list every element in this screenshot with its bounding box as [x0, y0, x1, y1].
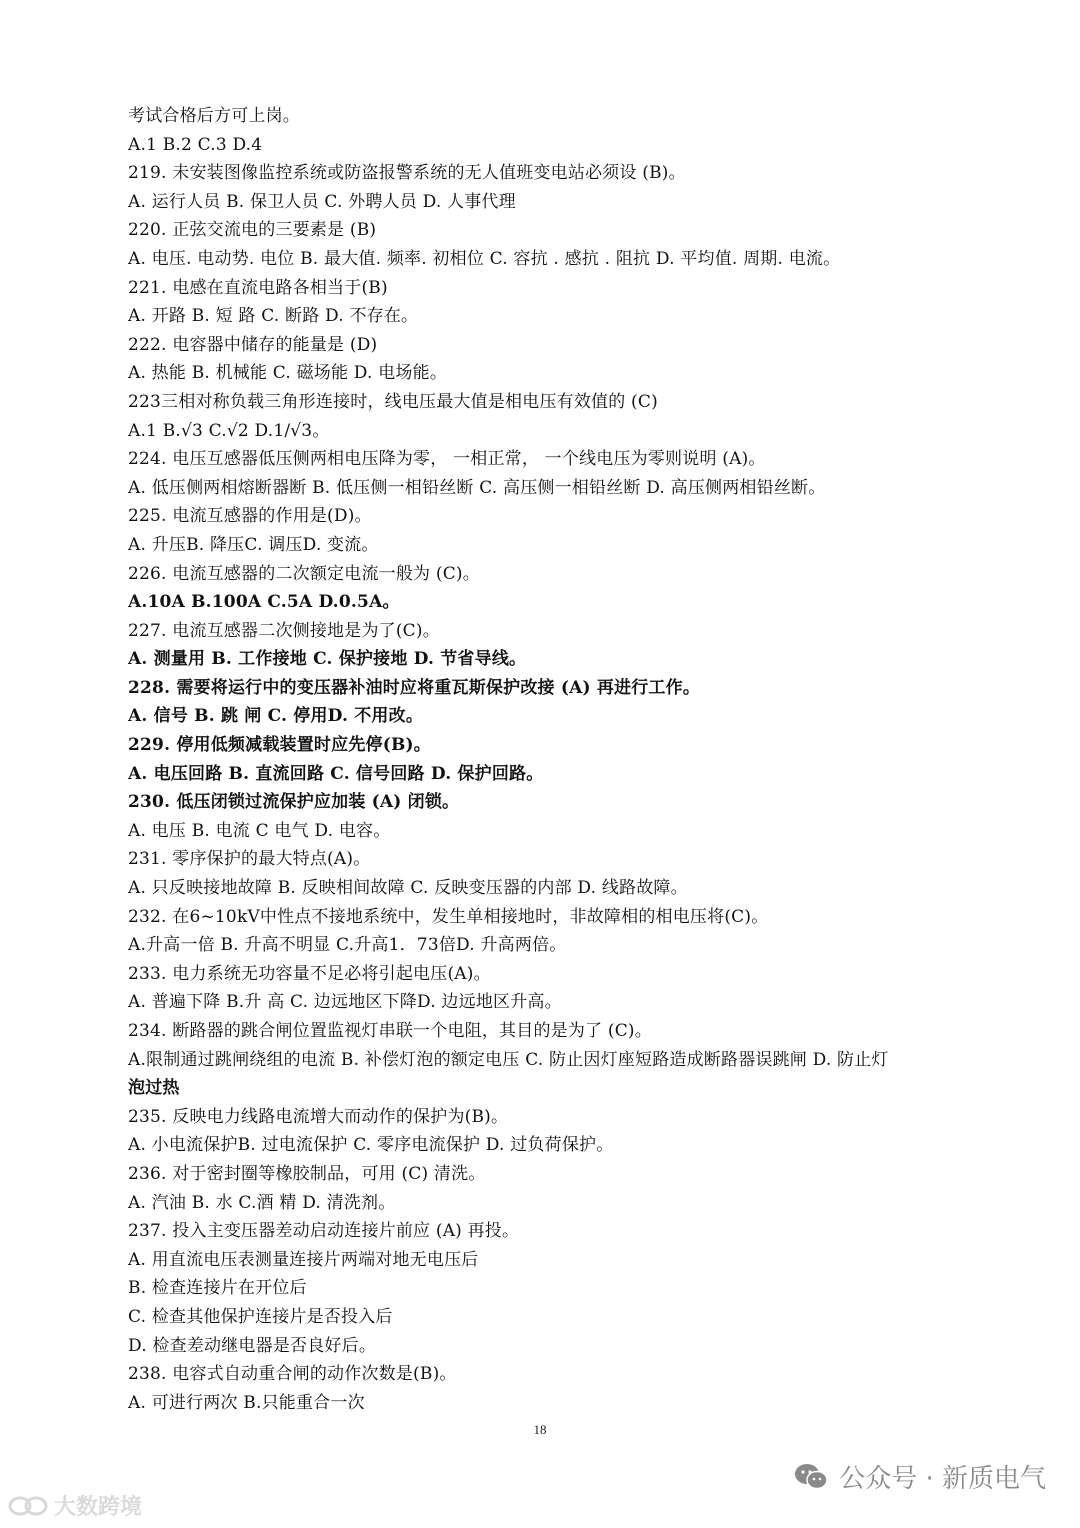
text-line: 234. 断路器的跳合闸位置监视灯串联一个电阻，其目的是为了 (C)。: [128, 1021, 652, 1041]
text-line: B. 检查连接片在开位后: [128, 1278, 307, 1299]
text-line: 231. 零序保护的最大特点(A)。: [128, 849, 371, 870]
watermark-right: [793, 1458, 1046, 1495]
text-line: A.1 B.2 C.3 D.4: [128, 134, 263, 155]
question-list: [128, 102, 1008, 1417]
text-line: C. 检查其他保护连接片是否投入后: [128, 1306, 393, 1327]
text-line: A.10A B.100A C.5A D.0.5A。: [128, 592, 400, 613]
text-line: A. 运行人员 B. 保卫人员 C. 外聘人员 D. 人事代理: [128, 191, 516, 212]
link-logo-icon: [6, 1492, 50, 1520]
text-line: A.限制通过跳闸绕组的电流 B. 补偿灯泡的额定电压 C. 防止因灯座短路造成断路器误跳闸 D. 防止灯: [128, 1049, 889, 1070]
text-line: 229. 停用低频减载装置时应先停(B)。: [128, 735, 431, 756]
wechat-icon: [793, 1461, 829, 1493]
text-line: A.1 B.√3 C.√2 D.1/√3。: [128, 420, 330, 441]
text-line: A. 只反映接地故障 B. 反映相间故障 C. 反映变压器的内部 D. 线路故障。: [128, 878, 688, 899]
text-line: 考试合格后方可上岗。: [128, 106, 300, 126]
watermark-right-text: 公众号 · 新质电气: [839, 1464, 1046, 1494]
text-line: 227. 电流互感器二次侧接地是为了(C)。: [128, 620, 440, 641]
watermark-left: [6, 1490, 142, 1521]
page-number: 18: [533, 1422, 547, 1437]
text-line: A. 电压. 电动势. 电位 B. 最大值. 频率. 初相位 C. 容抗 . 感抗 . 阻抗 D. 平均值. 周期. 电流。: [128, 248, 841, 269]
text-line: 219. 未安装图像监控系统或防盗报警系统的无人值班变电站必须设 (B)。: [128, 163, 686, 184]
text-line: A. 热能 B. 机械能 C. 磁场能 D. 电场能。: [128, 363, 448, 384]
text-line: 223三相对称负载三角形连接时，线电压最大值是相电压有效值的 (C): [128, 391, 658, 412]
text-line: 221. 电感在直流电路各相当于(B): [128, 277, 388, 298]
text-line: 232. 在6~10kV中性点不接地系统中，发生单相接地时，非故障相的相电压将(C)。: [128, 906, 769, 927]
text-line: 236. 对于密封圈等橡胶制品，可用 (C) 清洗。: [128, 1163, 486, 1184]
text-line: A. 低压侧两相熔断器断 B. 低压侧一相铅丝断 C. 高压侧一相铅丝断 D. 高压侧两相铅丝断。: [128, 477, 826, 498]
text-line: A. 汽油 B. 水 C.酒 精 D. 清洗剂。: [128, 1192, 396, 1213]
text-line: 235. 反映电力线路电流增大而动作的保护为(B)。: [128, 1106, 509, 1127]
text-line: D. 检查差动继电器是否良好后。: [128, 1335, 377, 1356]
text-line: 228. 需要将运行中的变压器补油时应将重瓦斯保护改接 (A) 再进行工作。: [128, 677, 701, 698]
text-line: 222. 电容器中储存的能量是 (D): [128, 334, 378, 355]
text-line: A. 电压回路 B. 直流回路 C. 信号回路 D. 保护回路。: [128, 763, 544, 784]
text-line: A. 测量用 B. 工作接地 C. 保护接地 D. 节省导线。: [128, 649, 527, 670]
text-line: A. 升压B. 降压C. 调压D. 变流。: [128, 534, 379, 555]
text-line: 泡过热: [128, 1078, 180, 1099]
text-line: 237. 投入主变压器差动启动连接片前应 (A) 再投。: [128, 1221, 520, 1242]
text-line: A. 用直流电压表测量连接片两端对地无电压后: [128, 1249, 479, 1270]
text-line: 225. 电流互感器的作用是(D)。: [128, 506, 372, 527]
text-line: 230. 低压闭锁过流保护应加装 (A) 闭锁。: [128, 792, 460, 813]
text-line: A. 电压 B. 电流 C 电气 D. 电容。: [128, 820, 391, 841]
watermark-left-text: 大数跨境: [54, 1495, 143, 1520]
text-line: A. 开路 B. 短 路 C. 断路 D. 不存在。: [128, 306, 419, 327]
text-line: A.升高一倍 B. 升高不明显 C.升高1．73倍D. 升高两倍。: [128, 935, 567, 956]
text-line: A. 小电流保护B. 过电流保护 C. 零序电流保护 D. 过负荷保护。: [128, 1135, 614, 1156]
text-line: A. 信号 B. 跳 闸 C. 停用D. 不用改。: [128, 706, 424, 727]
text-line: 233. 电力系统无功容量不足必将引起电压(A)。: [128, 963, 491, 984]
text-line: 226. 电流互感器的二次额定电流一般为 (C)。: [128, 563, 480, 584]
text-line: A. 可进行两次 B.只能重合一次: [128, 1392, 365, 1413]
text-line: 238. 电容式自动重合闸的动作次数是(B)。: [128, 1364, 457, 1385]
text-line: 224. 电压互感器低压侧两相电压降为零， 一相正常， 一个线电压为零则说明 (A)。: [128, 449, 766, 470]
text-line: 220. 正弦交流电的三要素是 (B): [128, 220, 377, 241]
text-line: A. 普遍下降 B.升 高 C. 边远地区下降D. 边远地区升高。: [128, 992, 562, 1013]
